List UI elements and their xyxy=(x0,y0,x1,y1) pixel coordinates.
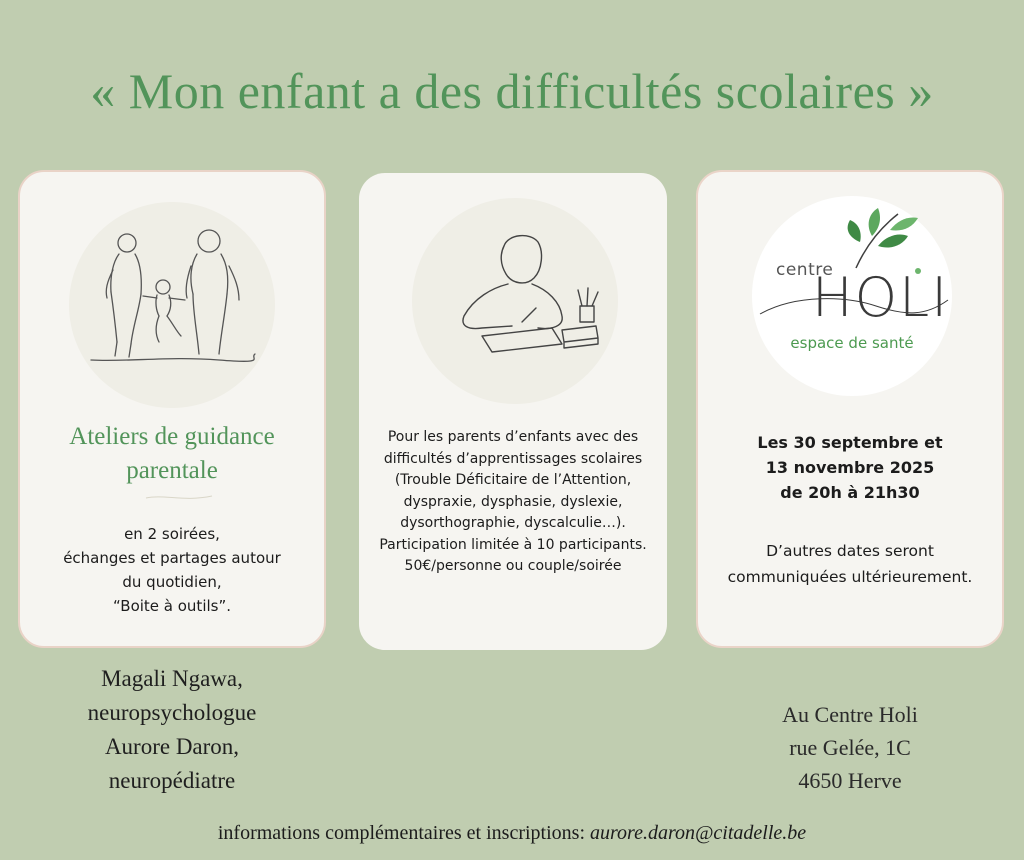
workshop-description: en 2 soirées, échanges et partages autour du quotidien, “Boite à outils”. xyxy=(63,525,281,615)
session-dates: Les 30 septembre et 13 novembre 2025 de 20h à 21h30 xyxy=(757,433,943,502)
venue-address: Au Centre Holi rue Gelée, 1C 4650 Herve xyxy=(782,702,918,793)
logo-centre-text: centre xyxy=(776,260,834,280)
audience-card xyxy=(359,173,667,650)
presenters: Magali Ngawa, neuropsychologue Aurore Daron, neuropédiatre xyxy=(87,666,257,793)
audience-description: Pour les parents d’enfants avec des difficultés d’apprentissages scolaires (Trouble Déficitaire de l’Attention, dyspraxie, dysphasie, dyslexie, dysorthographie, dyscalculie…). Participation limitée à 10 participants. 50€/personne ou couple/soirée xyxy=(379,429,647,574)
decorative-swash-icon xyxy=(144,492,214,504)
child-writing-illustration xyxy=(412,198,618,404)
family-illustration xyxy=(69,202,275,408)
family-line-drawing-icon xyxy=(69,202,275,408)
logo-name-text: HOLI xyxy=(812,266,950,329)
centre-holi-logo xyxy=(752,196,952,396)
logo-swoosh-icon xyxy=(756,292,952,322)
contact-email-link[interactable]: aurore.daron@citadelle.be xyxy=(590,822,807,844)
page-title: « Mon enfant a des difficultés scolaires » xyxy=(90,63,934,119)
future-dates-note: D’autres dates seront communiquées ultérieurement. xyxy=(727,542,973,586)
logo-tagline: espace de santé xyxy=(790,334,914,352)
contact-label: informations complémentaires et inscriptions: xyxy=(217,822,585,844)
contact-info xyxy=(0,822,1024,845)
guidance-card xyxy=(18,170,326,648)
child-writing-line-drawing-icon xyxy=(412,198,618,404)
workshop-heading: Ateliers de guidance parentale xyxy=(69,423,275,484)
schedule-card xyxy=(696,170,1004,648)
